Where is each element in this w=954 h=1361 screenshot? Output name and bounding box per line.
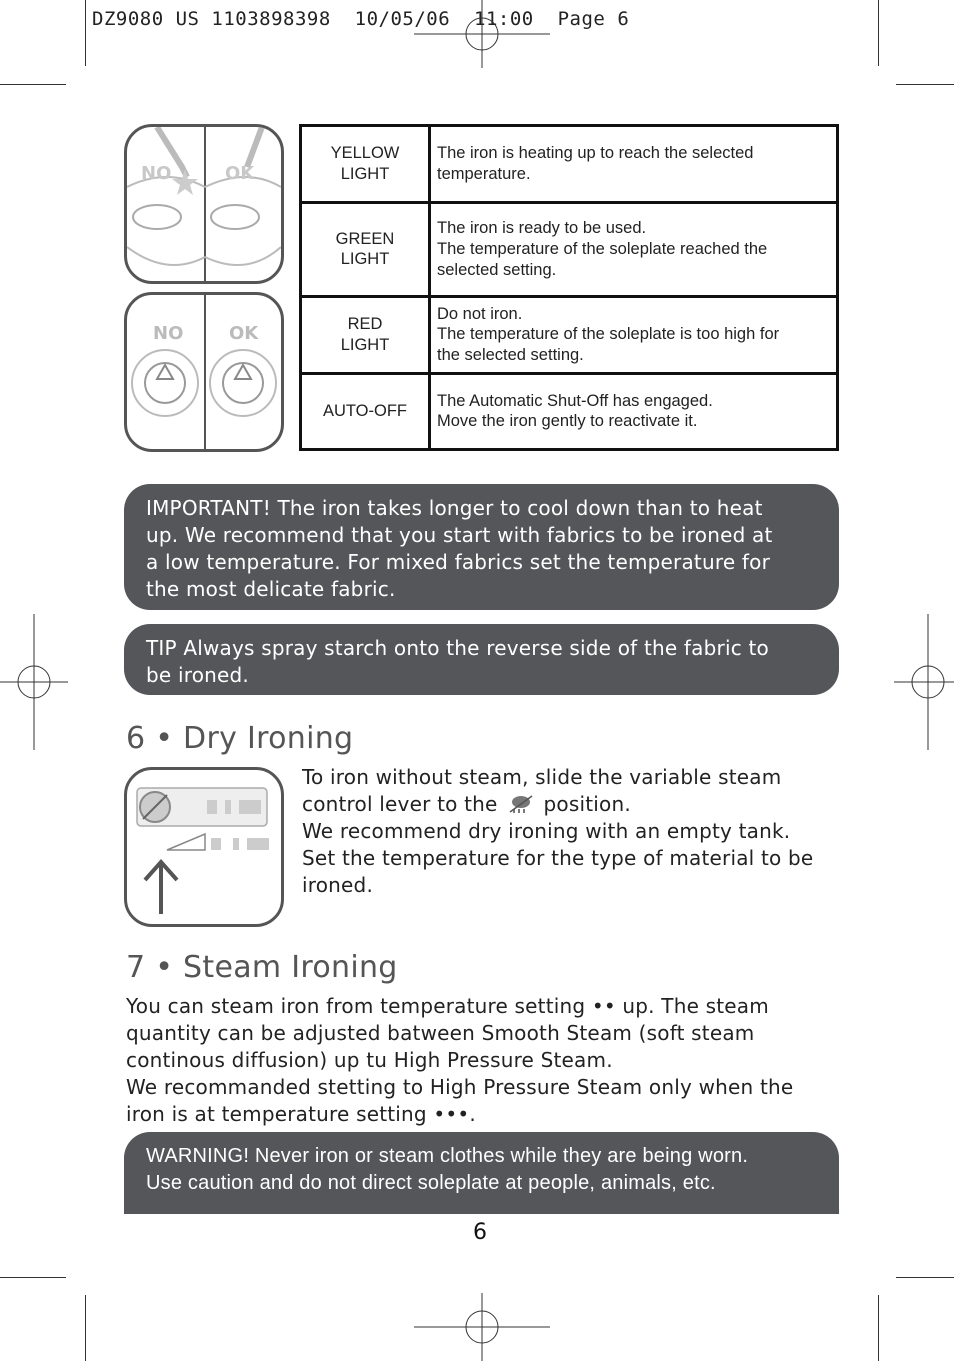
dry-ironing-text (302, 764, 842, 899)
ok-label: OK (225, 163, 255, 184)
important-callout: IMPORTANT! The iron takes longer to cool down than to heat up. We recommend that you start with fabrics to be ironed at a low temperature. For mixed fabrics set the temperature for the most delicate fabric. (124, 484, 839, 610)
steam-lever-illustration (124, 767, 284, 927)
no-steam-icon (506, 794, 536, 814)
light-label: GREEN LIGHT (301, 203, 430, 296)
temperature-dial-illustration (124, 292, 284, 452)
dry-ironing-line: control lever to the position. (302, 792, 631, 816)
crop-mark (85, 0, 86, 66)
crop-mark (878, 1295, 879, 1361)
light-description: The iron is heating up to reach the selected temperature. (430, 126, 838, 203)
light-description: Do not iron. The temperature of the soleplate is too high for the selected setting. (430, 296, 838, 373)
dry-ironing-title: 6 • Dry Ironing (126, 721, 354, 756)
steam-ironing-text: You can steam iron from temperature setting •• up. The steam quantity can be adjusted batween Smooth Steam (soft steam continous diffusion) up tu High Pressure Steam. We recommanded stetting to High Pressure Steam only when the iron is at temperature setting •••. (126, 994, 794, 1126)
table-row (301, 126, 838, 203)
indicator-lights-table (299, 124, 839, 451)
light-description: The Automatic Shut-Off has engaged. Move the iron gently to reactivate it. (430, 373, 838, 449)
table-row (301, 373, 838, 449)
registration-mark-bottom (414, 1293, 550, 1361)
iron-light-illustration (124, 124, 284, 284)
dry-ironing-line: Set the temperature for the type of material to be (302, 846, 814, 870)
registration-mark-left (0, 614, 68, 750)
light-label: AUTO-OFF (301, 373, 430, 449)
light-description: The iron is ready to be used. The temperature of the soleplate reached the selected setting. (430, 203, 838, 296)
crop-mark (85, 1295, 86, 1361)
crop-mark (0, 84, 66, 85)
warning-callout: WARNING! Never iron or steam clothes while they are being worn. Use caution and do not direct soleplate at people, animals, etc. (124, 1132, 839, 1214)
registration-mark-right (894, 614, 954, 750)
dry-ironing-line: We recommend dry ironing with an empty tank. (302, 819, 791, 843)
no-label: NO (153, 323, 184, 344)
light-label: YELLOW LIGHT (301, 126, 430, 203)
print-header: DZ9080 US 1103898398 10/05/06 11:00 Page 6 (92, 8, 630, 30)
crop-mark (896, 84, 954, 85)
table-row (301, 296, 838, 373)
crop-mark (0, 1277, 66, 1278)
tip-callout: TIP Always spray starch onto the reverse side of the fabric to be ironed. (124, 624, 839, 695)
page-number: 6 (473, 1220, 487, 1245)
dry-ironing-line: To iron without steam, slide the variable steam (302, 765, 782, 789)
dry-ironing-line: ironed. (302, 873, 374, 897)
crop-mark (896, 1277, 954, 1278)
light-label: RED LIGHT (301, 296, 430, 373)
table-row (301, 203, 838, 296)
ok-label: OK (229, 323, 259, 344)
no-label: NO (141, 163, 172, 184)
crop-mark (878, 0, 879, 66)
steam-ironing-title: 7 • Steam Ironing (126, 950, 398, 985)
registration-mark-top (414, 0, 550, 68)
